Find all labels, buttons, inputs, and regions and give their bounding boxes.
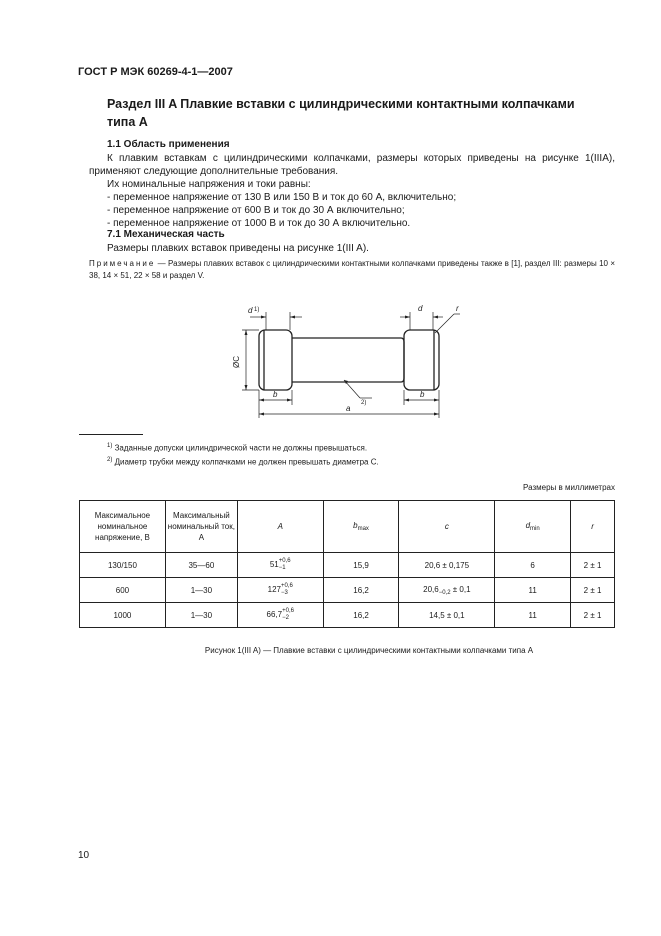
fuse-drawing <box>230 300 470 425</box>
table-row: 600 1—30 127+0,6 −3 16,2 $20,6_{-0,2} \pm 0,1$ 11 2 ± 1 <box>80 578 615 603</box>
header-c: c <box>399 501 495 553</box>
footnote-mark-1: 1) <box>254 307 260 313</box>
table-row: 130/150 35—60 51+0,6 −1 15,9 20,6 ± 0,175 6 2 ± 1 <box>80 553 615 578</box>
header-a: A <box>237 501 323 553</box>
note-text: — Размеры плавких вставок с цилиндрическими контактными колпачками приведены также в [1], раздел III: размеры 10 × 38, 14 × 51, 22 × 58 и раздел V. <box>89 259 615 280</box>
paragraph-scope: К плавким вставкам с цилиндрическими колпачками, размеры которых приведены на рисунке 1(IIIA), применяют следующие дополнительные требования. <box>89 153 615 178</box>
subsection-heading-7-1: 7.1 Механическая часть <box>107 229 225 240</box>
page-number: 10 <box>78 850 90 861</box>
figure-caption: Рисунок 1(III A) — Плавкие вставки с цилиндрическими контактными колпачками типа А <box>204 646 534 655</box>
header-b: $b_{max}$ <box>323 501 399 553</box>
table-row: 1000 1—30 66,7+0,6 −2 16,2 14,5 ± 0,1 11 2 ± 1 <box>80 603 615 628</box>
note-label: Примечание <box>89 259 156 268</box>
header-r: r <box>571 501 615 553</box>
document-header: ГОСТ Р МЭК 60269-4-1—2007 <box>78 66 233 78</box>
table-header-row <box>80 501 615 553</box>
paragraph-dimensions: Размеры плавких вставок приведены на рисунке 1(III A). <box>107 243 369 254</box>
header-d: $d_{min}$ <box>495 501 571 553</box>
footnote-mark-2: 2) <box>361 400 367 406</box>
paragraph-ratings: Их номинальные напряжения и токи равны: <box>107 179 311 190</box>
header-current: Максимальный номинальный ток, А <box>165 501 237 553</box>
label-d: d <box>418 304 423 313</box>
label-diameter-c: ØC <box>232 356 241 368</box>
label-a: a <box>346 404 351 413</box>
section-title: Раздел III A Плавкие вставки с цилиндрическими контактными колпачками типа А <box>107 97 575 129</box>
fuse-tube <box>292 338 404 382</box>
label-d-tolerance: d <box>248 306 253 315</box>
dimensions-table <box>79 500 615 628</box>
list-item: - переменное напряжение от 130 В или 150 В и ток до 60 А, включительно; <box>107 192 457 203</box>
footnote: $^{2)}$ Диаметр трубки между колпачками не должен превышать диаметра С. <box>107 457 379 467</box>
label-r: r <box>456 304 459 313</box>
label-b-right: b <box>420 390 425 399</box>
label-b-left: b <box>273 390 278 399</box>
footnote: $^{1)}$ Заданные допуски цилиндрической части не должны превышаться. <box>107 443 368 453</box>
subsection-heading-1-1: 1.1 Область применения <box>107 139 230 150</box>
list-item: - переменное напряжение от 600 В и ток до 30 А включительно; <box>107 205 405 216</box>
header-voltage: Максимальное номинальное напряжение, В <box>80 501 166 553</box>
list-item: - переменное напряжение от 1000 В и ток до 30 А включительно. <box>107 218 411 229</box>
units-note: Размеры в миллиметрах <box>523 483 615 492</box>
note <box>89 258 615 282</box>
footnote-divider <box>79 434 143 435</box>
